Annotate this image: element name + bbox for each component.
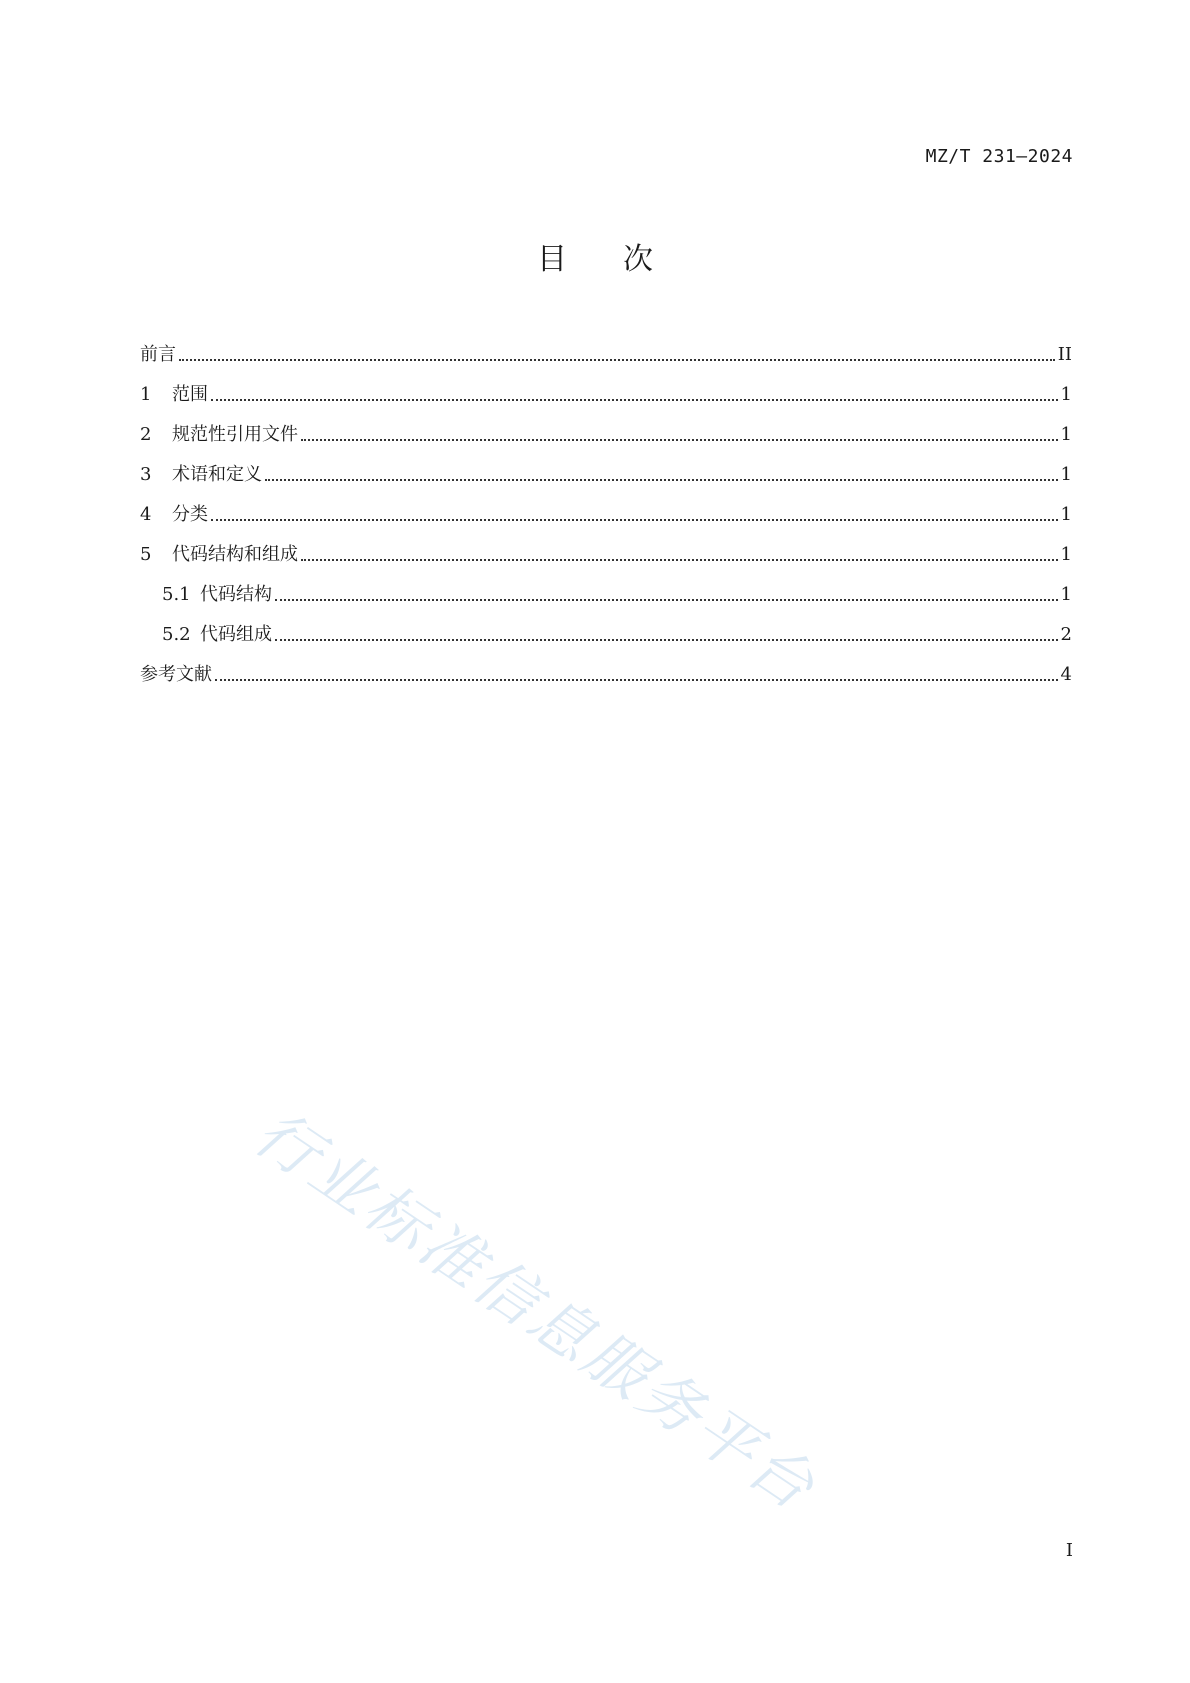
toc-title: 目次 (537, 242, 709, 277)
toc-entry-page: 1 (1060, 384, 1072, 405)
toc-entry-page: 1 (1060, 504, 1072, 525)
toc-entry-number: 3 (140, 464, 152, 485)
toc-entry-number: 2 (140, 424, 152, 445)
toc-entry-number: 5 (140, 544, 152, 565)
toc-entry-code-structure-composition[interactable] (140, 526, 1072, 566)
toc-entry-number: 4 (140, 504, 152, 525)
toc-entry-page: 1 (1060, 584, 1072, 605)
toc-entry-foreword[interactable] (140, 326, 1072, 366)
document-code: MZ/T 231—2024 (925, 146, 1073, 167)
toc-entry-label: 代码结构和组成 (172, 544, 298, 565)
toc-entry-label: 术语和定义 (172, 464, 262, 485)
toc-entry-code-structure[interactable] (140, 566, 1072, 606)
toc-entry-code-composition[interactable] (140, 606, 1072, 646)
toc-dot-leader (211, 399, 1058, 401)
toc-entry-bibliography[interactable] (140, 646, 1072, 686)
toc-dot-leader (215, 679, 1058, 681)
toc-dot-leader (301, 439, 1058, 441)
toc-entry-classification[interactable] (140, 486, 1072, 526)
toc-dot-leader (265, 479, 1058, 481)
toc-entry-label: 参考文献 (140, 664, 212, 685)
toc-entry-number: 5.1 (162, 584, 191, 605)
toc-entry-page: 1 (1060, 424, 1072, 445)
toc-entry-number: 1 (140, 384, 152, 405)
toc-dot-leader (179, 359, 1055, 361)
toc-entry-page: 2 (1060, 624, 1072, 645)
toc-entry-label: 代码组成 (200, 624, 272, 645)
toc-dot-leader (275, 639, 1058, 641)
toc-entry-label: 前言 (140, 344, 176, 365)
toc-entry-label: 规范性引用文件 (172, 424, 298, 445)
table-of-contents (140, 326, 1072, 686)
toc-entry-label: 范围 (172, 384, 208, 405)
toc-entry-label: 代码结构 (200, 584, 272, 605)
toc-entry-page: 4 (1060, 664, 1072, 685)
toc-dot-leader (275, 599, 1058, 601)
toc-entry-label: 分类 (172, 504, 208, 525)
watermark: 行业标准信息服务平台 (241, 1095, 830, 1526)
toc-dot-leader (301, 559, 1058, 561)
toc-entry-normative-references[interactable] (140, 406, 1072, 446)
toc-entry-page: II (1057, 344, 1072, 365)
toc-entry-terms-definitions[interactable] (140, 446, 1072, 486)
toc-entry-page: 1 (1060, 544, 1072, 565)
toc-dot-leader (211, 519, 1058, 521)
toc-entry-scope[interactable] (140, 366, 1072, 406)
page-number: I (1065, 1540, 1073, 1561)
toc-entry-number: 5.2 (162, 624, 191, 645)
toc-entry-page: 1 (1060, 464, 1072, 485)
